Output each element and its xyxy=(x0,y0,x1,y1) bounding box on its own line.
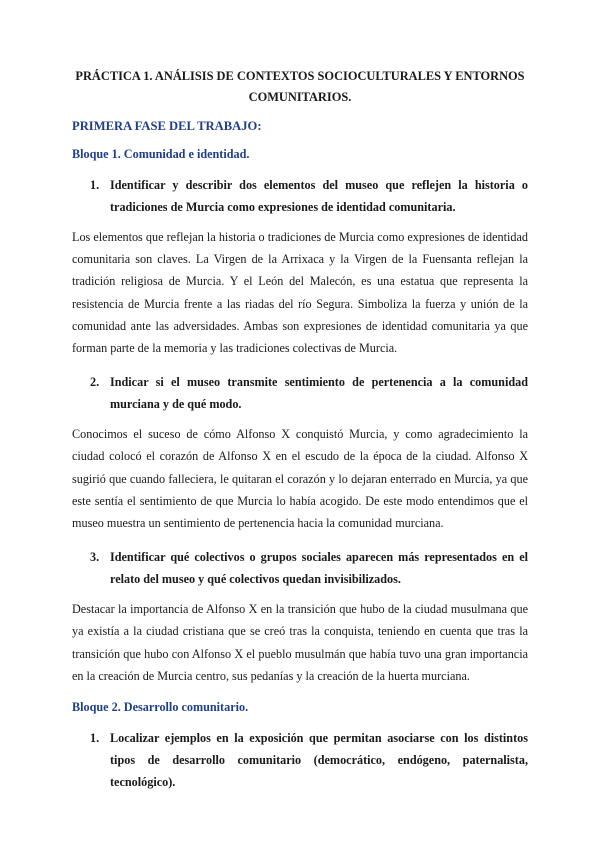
block2-heading: Bloque 2. Desarrollo comunitario. xyxy=(72,700,249,715)
question-text: Identificar qué colectivos o grupos sociales aparecen más representados en el relato del museo y qué colectivos quedan invisibilizados. xyxy=(110,550,528,587)
question-number: 1. xyxy=(90,731,100,746)
question-text: Identificar y describir dos elementos del museo que reflejen la historia o tradiciones de Murcia como expresiones de identidad comunitaria. xyxy=(110,178,528,214)
document-title: PRÁCTICA 1. ANÁLISIS DE CONTEXTOS SOCIOCULTURALES Y ENTORNOS COMUNITARIOS. xyxy=(75,69,525,104)
block1-answer-1: Los elementos que reflejan la historia o tradiciones de Murcia como expresiones de identidad comunitaria son claves. La Virgen de la Arrixaca y la Virgen de la Fuensanta reflejan la tradición religiosa de Murcia. Y el León del Malecón, es una estatua que representa la resistencia de Murcia frente a las riadas del río Segura. Simboliza la fuerza y unión de la comunidad ante las adversidades. Ambas son expresiones de identidad comunitaria ya que forman parte de la memoria y las tradiciones colectivas de Murcia. xyxy=(72,230,528,356)
block2-question-1 xyxy=(72,727,528,793)
question-number: 2. xyxy=(90,375,100,390)
block1-question-2 xyxy=(72,371,528,415)
phase-heading: PRIMERA FASE DEL TRABAJO: xyxy=(72,119,262,133)
question-text: Indicar si el museo transmite sentimiento de pertenencia a la comunidad murciana y de qué modo. xyxy=(110,375,528,412)
question-number: 1. xyxy=(90,178,100,192)
question-text: Localizar ejemplos en la exposición que permitan asociarse con los distintos tipos de desarrollo comunitario (democrático, endógeno, paternalista, tecnológico). xyxy=(110,731,528,790)
question-number: 3. xyxy=(90,550,100,565)
block1-question-1 xyxy=(72,174,528,218)
block1-answer-2: Conocimos el suceso de cómo Alfonso X conquistó Murcia, y como agradecimiento la ciudad colocó el corazón de Alfonso X en el escudo de la época de la ciudad. Alfonso X sugirió que cuando falleciera, le quitaran el corazón y lo dejaran enterrado en Murcia, ya que este sentía el sentimiento de que Murcia lo había acogido. De este modo entendimos que el museo muestra un sentimiento de pertenencia hacia la comunidad murciana. xyxy=(72,427,528,531)
block1-question-3 xyxy=(72,546,528,590)
block1-heading: Bloque 1. Comunidad e identidad. xyxy=(72,147,250,161)
block1-answer-3: Destacar la importancia de Alfonso X en la transición que hubo de la ciudad musulmana que ya existía a la ciudad cristiana que se creó tras la conquista, teniendo en cuenta que tras la transición que hubo con Alfonso X el pueblo musulmán que había tuvo una gran importancia en la creación de Murcia centro, sus pedanías y la creación de la huerta murciana. xyxy=(72,602,528,683)
